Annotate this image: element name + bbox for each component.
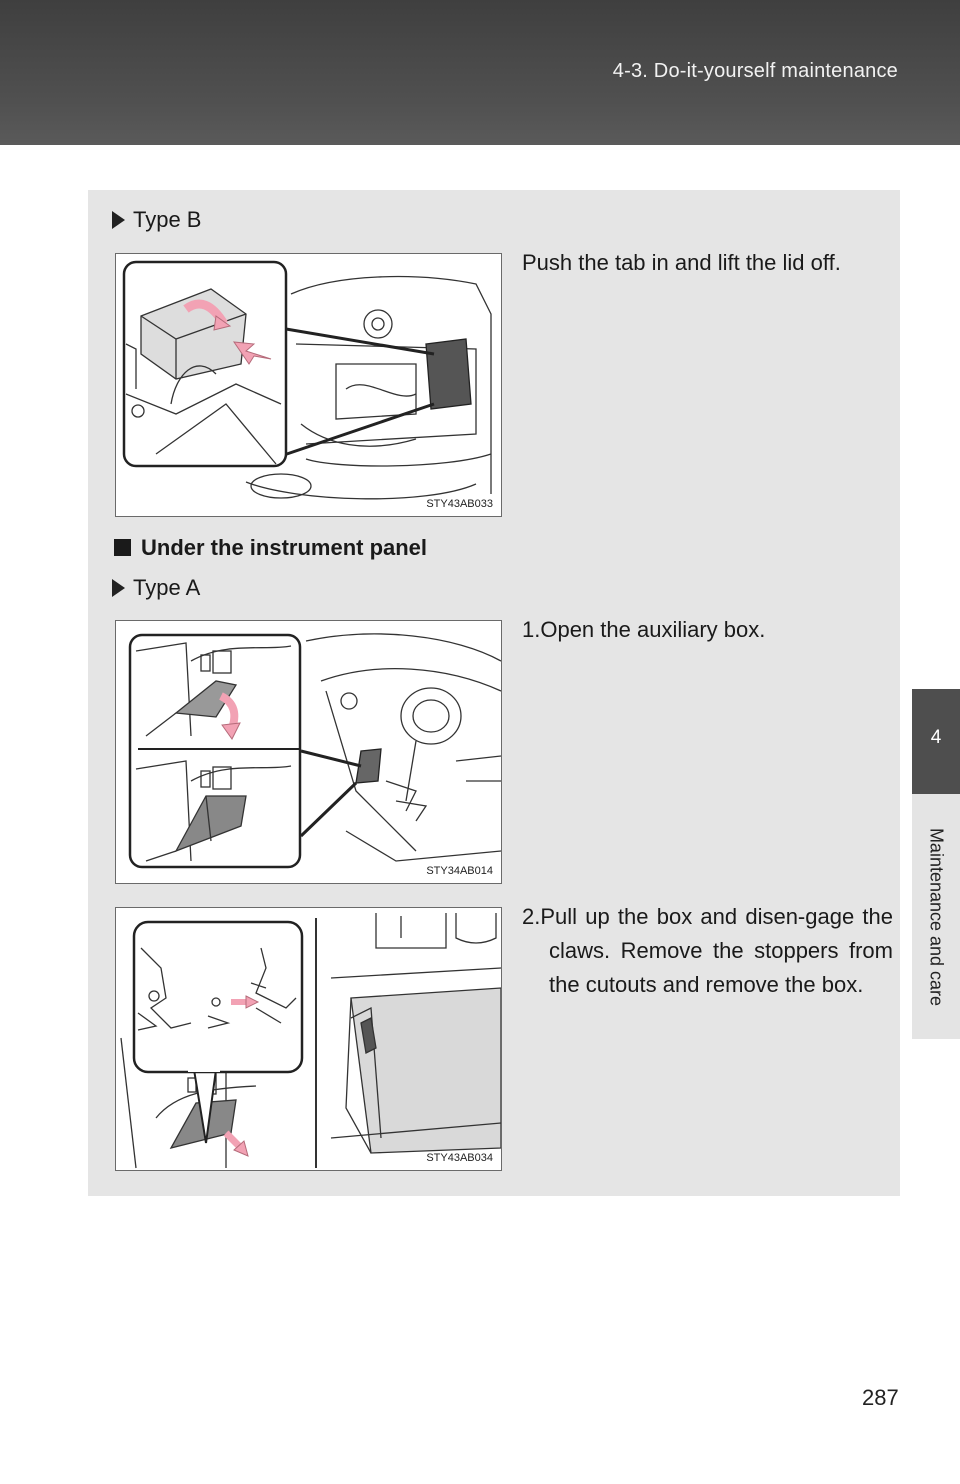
type-b-instructions: Push the tab in and lift the lid off. — [522, 250, 841, 275]
page-header — [0, 0, 960, 145]
square-bullet-icon — [114, 539, 131, 556]
figure-type-a-step1 — [115, 620, 502, 884]
type-b-label: Type B — [112, 207, 201, 233]
type-a-label: Type A — [112, 575, 200, 601]
step1-instructions: 1.Open the auxiliary box. — [522, 617, 766, 642]
pointer-arrow-icon — [112, 579, 125, 597]
chapter-tab — [912, 689, 960, 794]
auxiliary-box-removal-illustration — [116, 908, 501, 1170]
step2-instructions: 2.Pull up the box and disen-gage the claws. Remove the stoppers from the cutouts and remove the box. — [522, 904, 893, 998]
figure-code: STY34AB014 — [426, 865, 493, 877]
figure-code: STY43AB033 — [426, 498, 493, 510]
figure-code: STY43AB034 — [426, 1152, 493, 1164]
section-heading: Under the instrument panel — [114, 535, 427, 561]
figure-type-b — [115, 253, 502, 517]
instrument-panel-illustration — [116, 621, 501, 883]
page-number: 287 — [862, 1385, 899, 1410]
pointer-arrow-icon — [112, 211, 125, 229]
engine-fuse-box-illustration — [116, 254, 501, 516]
figure-type-a-step2 — [115, 907, 502, 1171]
chapter-title: Maintenance and care — [926, 827, 947, 1006]
chapter-number: 4 — [930, 727, 942, 748]
chapter-title-tab — [912, 794, 960, 1039]
section-title: 4-3. Do-it-yourself maintenance — [612, 60, 898, 82]
